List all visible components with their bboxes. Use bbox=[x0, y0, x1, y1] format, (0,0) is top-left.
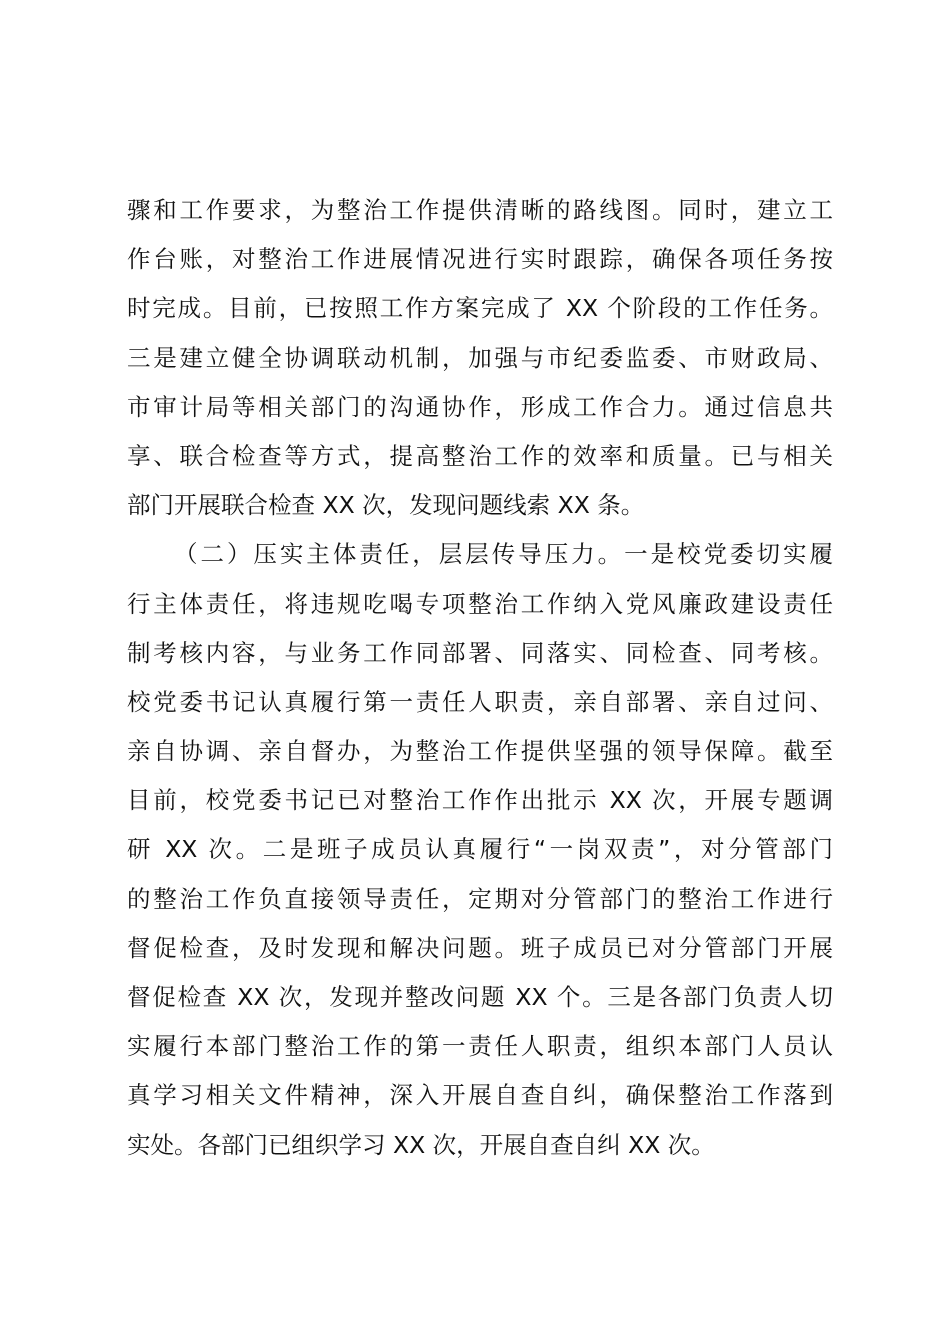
text-line: 作台账，对整治工作进展情况进行实时跟踪，确保各项任务按 bbox=[127, 245, 833, 274]
text-line: 时完成。目前，已按照工作方案完成了 XX 个阶段的工作任务。 bbox=[127, 294, 833, 323]
text-line: 督促检查，及时发现和解决问题。班子成员已对分管部门开展 bbox=[127, 933, 833, 962]
text-line: 市审计局等相关部门的沟通协作，形成工作合力。通过信息共 bbox=[127, 392, 833, 421]
text-line: 骤和工作要求，为整治工作提供清晰的路线图。同时，建立工 bbox=[127, 196, 833, 224]
text-line: 部门开展联合检查 XX 次，发现问题线索 XX 条。 bbox=[127, 491, 645, 520]
section-heading-line: （二）压实主体责任，层层传导压力。一是校党委切实履 bbox=[174, 540, 833, 569]
text-line: 制考核内容，与业务工作同部署、同落实、同检查、同考核。 bbox=[127, 638, 833, 667]
text-line: 目前，校党委书记已对整治工作作出批示 XX 次，开展专题调 bbox=[127, 786, 833, 815]
text-line: 的整治工作负直接领导责任，定期对分管部门的整治工作进行 bbox=[127, 884, 833, 913]
text-line: 研 XX 次。二是班子成员认真履行“一岗双责”，对分管部门 bbox=[127, 835, 833, 864]
text-line: 行主体责任，将违规吃喝专项整治工作纳入党风廉政建设责任 bbox=[127, 589, 833, 618]
text-line: 实处。各部门已组织学习 XX 次，开展自查自纠 XX 次。 bbox=[127, 1130, 715, 1159]
text-line: 真学习相关文件精神，深入开展自查自纠，确保整治工作落到 bbox=[127, 1081, 833, 1110]
text-line: 督促检查 XX 次，发现并整改问题 XX 个。三是各部门负责人切 bbox=[127, 983, 833, 1011]
text-line: 三是建立健全协调联动机制，加强与市纪委监委、市财政局、 bbox=[127, 343, 833, 372]
text-line: 亲自协调、亲自督办，为整治工作提供坚强的领导保障。截至 bbox=[127, 737, 833, 766]
text-line: 校党委书记认真履行第一责任人职责，亲自部署、亲自过问、 bbox=[127, 687, 833, 716]
document-body bbox=[127, 186, 833, 1170]
text-line: 实履行本部门整治工作的第一责任人职责，组织本部门人员认 bbox=[127, 1032, 833, 1061]
text-line: 享、联合检查等方式，提高整治工作的效率和质量。已与相关 bbox=[127, 441, 833, 470]
